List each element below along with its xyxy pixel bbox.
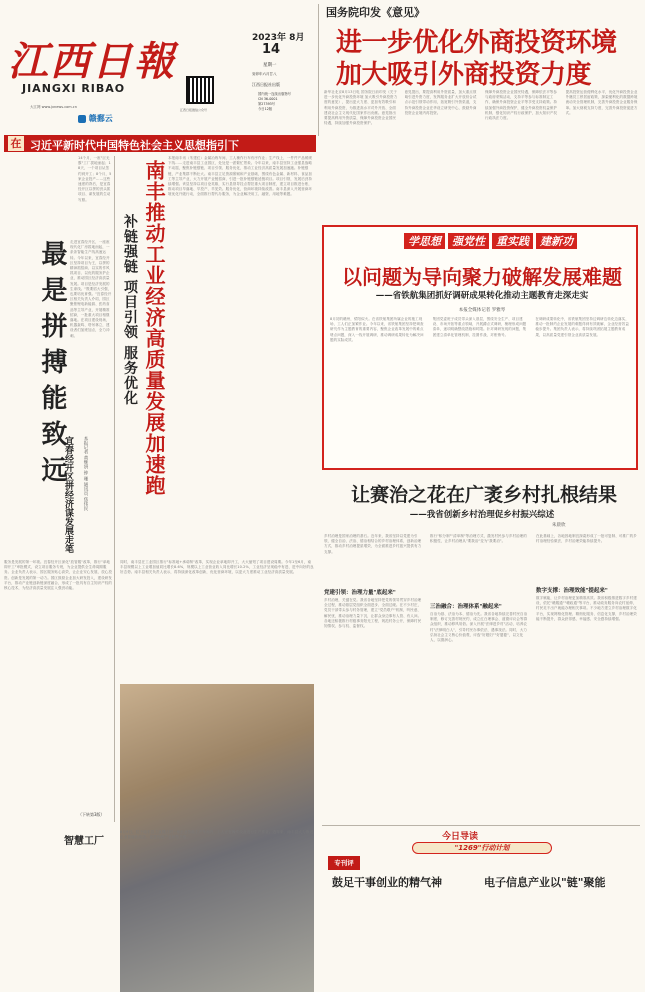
qr-code[interactable] bbox=[186, 76, 214, 104]
website[interactable]: 大江网 www.jxnews.com.cn bbox=[30, 105, 77, 109]
feature-tag: 学思想 bbox=[404, 233, 445, 249]
body-column: 保障外商投资企业国民待遇，保障依法平等参与政府采购活动，支持平等参与标准制定工作，确保外商投资企业平等享受支持政策。持续加强外商投资保护，健全外商投资权益保护机制，强化知识产权行政保护，加大知识产权行政执法力度。 bbox=[485, 90, 557, 121]
rural-col-1: 乡村治理是国家治理的基石。近年来，我省坚持以党建为引领，健全自治、法治、德治相结合的乡村治理体系，创新治理方式，推动乡村治理提质增效，为全面推进乡村振兴提供有力支撑。 bbox=[324, 534, 422, 554]
issue-line: 国内统一连续出版物号 bbox=[258, 92, 291, 96]
top-story-label: 国务院印发《意见》 bbox=[326, 6, 425, 19]
issue-info bbox=[258, 92, 291, 112]
rural-col-2: 推行"积分制""清单制"等治理方式，激发村民参与乡村治理的积极性，让乡村治理从"要我治"变为"我要治"。 bbox=[430, 534, 527, 544]
column-divider bbox=[114, 156, 115, 822]
rural-col-1b: 乡村治理，关键在党。我省各地坚持把党的领导贯穿乡村治理全过程，推动基层党组织全面进步、全面过硬。在不少村庄，党员干部带头参与村务管理，建立"党员联户"机制，听民意、解民忧，推动治理力量下沉，让群众身边事有人管、有人问。各地还积极推行村级事务阳光工程，规范村务公开，保障村民知情权、参与权、监督权。 bbox=[324, 598, 422, 629]
masthead-divider bbox=[318, 4, 319, 136]
action-plan-badge[interactable]: "1269"行动计划 bbox=[412, 842, 552, 854]
rural-subheading-1: 党建引领：治理力量"底起来" bbox=[324, 590, 396, 596]
feature-body bbox=[330, 317, 632, 465]
mid-story-title[interactable]: 南丰推动工业经济高质量发展加速跑 bbox=[142, 160, 166, 496]
feature-tag: 建新功 bbox=[536, 233, 577, 249]
date-day: 14 bbox=[262, 42, 281, 57]
rural-subheading-2: 三治融合：治理体系"融起来" bbox=[430, 604, 502, 610]
weekday: 星期一 bbox=[263, 63, 277, 68]
feature-headline[interactable]: 以问题为导向聚力破解发展难题 bbox=[342, 265, 622, 289]
theme-banner bbox=[4, 135, 316, 152]
body-column: 新华社北京8月13日电 国务院日前印发《关于进一步优化外商投资环境 加大吸引外商投资力度的意见》，提出更大力度、更加有效吸引和利用外商投资，为推进高水平对外开放、全面建设社会主义现代化国家作出贡献。意见指出要提高利用外资质量，保障外商投资企业国民待遇，持续加强外商投资保护。 bbox=[324, 90, 398, 126]
app-label[interactable] bbox=[78, 113, 113, 124]
guide-item-2[interactable]: 电子信息产业以"链"聚能 bbox=[484, 876, 606, 889]
left-story-title[interactable]: 最是拼搏能致远 bbox=[37, 240, 67, 492]
rural-subheading-3: 数字支撑：治理效能"提起来" bbox=[536, 588, 608, 594]
qr-caption: 江西日报微信公众号 bbox=[180, 108, 208, 112]
factory-photo-caption: 智慧工厂 bbox=[64, 836, 104, 847]
masthead bbox=[0, 0, 312, 132]
feature-subhead: ——省铁航集团抓好调研成果转化推动主题教育走深走实 bbox=[375, 291, 589, 301]
left-story-subtitle: 宜春经开区拼经济谋发展走笔 bbox=[63, 436, 73, 553]
top-story-headline-2[interactable]: 加大吸引外商投资力度 bbox=[336, 60, 592, 90]
date-year-month: 2023年 8月 bbox=[252, 33, 305, 43]
app-label-text: 赣鄱云 bbox=[88, 114, 113, 123]
body-column: 集团党委班子成员带头深入基层，围绕安全生产、项目建设、市场开拓等重点领域，开展蹲点式调研，梳理形成问题清单，逐项明确整改措施和时限。针对调研发现的问题，集团建立清单化管理机制，挂图作战、对账销号。 bbox=[432, 317, 527, 337]
logo: 江西日報 bbox=[8, 38, 176, 85]
left-story-body-2: 服务是发展的第一环境。宜春经开区深化"放管服"改革，推行"拿地即开工"审批模式，设立项目服务专班，为企业提供全生命周期服务。企业负责人表示，园区服务贴心高效，让企业安心发展、放心投资。创新是发展的第一动力。园区鼓励企业加大研发投入，建设研发平台，推动产业链创新链深度融合，形成了一批具有自主知识产权的核心技术，为经济高质量发展注入强劲动能。 bbox=[4, 560, 112, 591]
left-story-byline: 本报记者 黄继妍 钟 珊 通讯员 焦伟民 bbox=[83, 436, 88, 511]
body-column: 8月初的赣州，骄阳似火。在省铁航集团所属企业的施工现场，工人们正加紧作业。今年以来，省铁航集团坚持把调查研究作为主题教育的重要内容，聚焦企业改革发展中的难点堵点问题，深入一线开展调研，推动调研成果转化为解决问题的实际成效。 bbox=[330, 317, 424, 342]
rural-col-2b: 自治为基、法治为本、德治为先。我省各地持续完善村民自治制度，修订完善村规民约，成立红白理事会、道德评议会等群众组织，推动移风易俗。深入开展"法律进乡村"活动，培养农村"法律明白人"，引导村民办事依法、遇事找法。同时，大力弘扬社会主义核心价值观，评选"好媳妇""好婆婆"，以文化人、以德润心。 bbox=[430, 612, 528, 643]
rural-story bbox=[322, 474, 640, 824]
rural-byline: 朱晨欣 bbox=[552, 523, 566, 528]
today-guide-label: 今日导读 bbox=[442, 832, 479, 842]
feature-byline: 本报全媒体记者 罗雅琴 bbox=[458, 308, 506, 313]
today-guide bbox=[322, 826, 640, 892]
rural-col-3b: 数字赋能，让乡村治理更加精准高效。我省积极推进数字乡村建设，依托"赣服通""赣政通"等平台，推动政务服务向农村延伸，村民足不出户就能办理相关事项。不少地方建立乡村治理数字化平台，实现网格化管理、精细化服务、信息化支撑，乡村治理效能不断提升，群众获得感、幸福感、安全感持续增强。 bbox=[536, 596, 637, 621]
logo-pinyin: JIANGXI RIBAO bbox=[22, 82, 126, 95]
feature-tag: 重实践 bbox=[492, 233, 533, 249]
left-story-footer[interactable]: （下转第3版） bbox=[78, 812, 105, 817]
feature-tags bbox=[404, 233, 577, 249]
mid-story-body: 本报南丰讯（朱建红）金属冶炼车间，工人操作行车有序作业；生产线上，一件件产品缓缓下线……走进南丰县工业园区，处处是一派繁忙景象。今年以来，南丰县坚持工业强县战略不动摇，聚焦补链强链、项目引领、服务优化，推动工业经济高质量发展加速跑。补链强链，产业集群不断壮大。南丰县立足资源禀赋和产业基础，围绕有色金属、新材料、食品加工等主导产业，大力开展产业链招商，引进一批补链强链延链项目。项目引领，发展后劲持续增强。该县坚持以项目论英雄，实行县领导挂点帮扶重大项目制度，建立项目推进台账，推动项目早落地、早投产、早见效。服务优化，营商环境持续改善。南丰县深入开展营商环境优化升级行动，全面推行帮代办服务，为企业解决用工、融资、用地等难题。 bbox=[168, 156, 312, 197]
banner-badge: 在 bbox=[8, 136, 24, 151]
app-icon bbox=[78, 115, 86, 123]
left-story-lede: 14个月，一座"巨无霸"工厂拔地而起；18天，一个项目从签约到开工；8个月，5家企业投产……这些速度的背后，是宜春经开区以拼的劲头抓项目、谋发展的生动写照。 bbox=[78, 156, 112, 202]
mid-story bbox=[116, 156, 316, 894]
body-column: 提高投资运营便利化水平，优化外商投资企业外籍员工停居留政策，探索便利化的数据跨境流动安全管理机制，完善外商投资企业服务保障。加大财税支持力度，完善外商投资促进方式。 bbox=[565, 90, 638, 115]
publisher: 江西日报社出版 bbox=[252, 82, 280, 87]
issue-line: CN 36-0001 bbox=[258, 97, 278, 101]
issue-line: 今日12版 bbox=[258, 107, 273, 111]
issue-line: 第27393号 bbox=[258, 102, 276, 106]
rural-headline[interactable]: 让赛治之花在广袤乡村扎根结果 bbox=[350, 484, 617, 506]
photo-caption-text: 8月9日，位于南丰县工业园区的一家企业智能生产车间内，工人正在操作设备进行生产作业。近年来，南丰县大力推进企业智能化改造，促进传统产业转型升级。 bbox=[120, 830, 314, 840]
body-column: 在调研成果转化中，省铁航集团坚持边调研边转化边落实，推动一批制约企业发展的难题得到有效破解，企业经营效益稳步提升。集团负责人表示，将持续巩固拓展主题教育成果，以高质量党建引领企业高质量发展。 bbox=[535, 317, 629, 337]
banner-text: 习近平新时代中国特色社会主义思想指引下 bbox=[30, 139, 239, 152]
feature-box bbox=[322, 225, 638, 470]
guide-item-1[interactable]: 鼓足干事创业的精气神 bbox=[332, 876, 442, 889]
left-story-body: 走进宜春经开区，一座座现代化厂房拔地而起，一条条智能生产线高速运转。今年以来，宜春经开区坚持项目为王，以拼的精神抓招商、以实的作风抓项目、以优的服务护企业，推动园区经济高质量发展。项目是经济发展的生命线。"既要招大引强，也要培优育强。"宜春经开区相关负责人介绍，园区聚焦锂电新能源、医药食品等主导产业，开展精准招商，一批重大项目相继落地。在项目建设现场，机器轰鸣、塔吊林立，建设者们加班加点，全力冲刺。 bbox=[70, 240, 112, 338]
mid-story-body-2: 同时，南丰县在工业园区推行"标准地+承诺制"改革，实现企业拿地即开工，大大缩短了项目建设周期。今年1至6月，南丰县规模以上工业增加值同比增长8.6%，规模以上工业营业收入同比增长10.2%，工业经济呈现稳中有进、进中向好的良好态势。南丰县相关负责人表示，将持续深化改革创新，优化营商环境，以更大力度推动工业经济高质量发展。 bbox=[120, 560, 314, 575]
mid-story-kicker: 补链强链 项目引领 服务优化 bbox=[122, 214, 138, 406]
rural-subhead: ——我省创新乡村治理促乡村振兴综述 bbox=[409, 510, 555, 520]
feature-tag: 强党性 bbox=[448, 233, 489, 249]
column-tag bbox=[328, 856, 360, 870]
lunar-date: 癸卯年六月廿八 bbox=[252, 72, 277, 76]
top-story bbox=[324, 0, 640, 135]
top-story-headline-1[interactable]: 进一步优化外商投资环境 bbox=[336, 28, 617, 58]
top-story-body bbox=[324, 90, 640, 134]
body-column: 意见提出，要提高利用外资质量，加大重点领域引进外资力度，发挥服务业扩大开放综合试点示范引领带动作用，拓宽吸引外资渠道，支持外商投资企业在华设立研发中心，鼓励外商投资企业境内再投资。 bbox=[404, 90, 477, 115]
column-tag-text: 专刊评 bbox=[334, 859, 354, 867]
rural-col-3: 在此基础上，各地因地制宜探索形成了一批可复制、可推广的乡村治理经验做法，乡村治理效能持续提升。 bbox=[536, 534, 637, 544]
